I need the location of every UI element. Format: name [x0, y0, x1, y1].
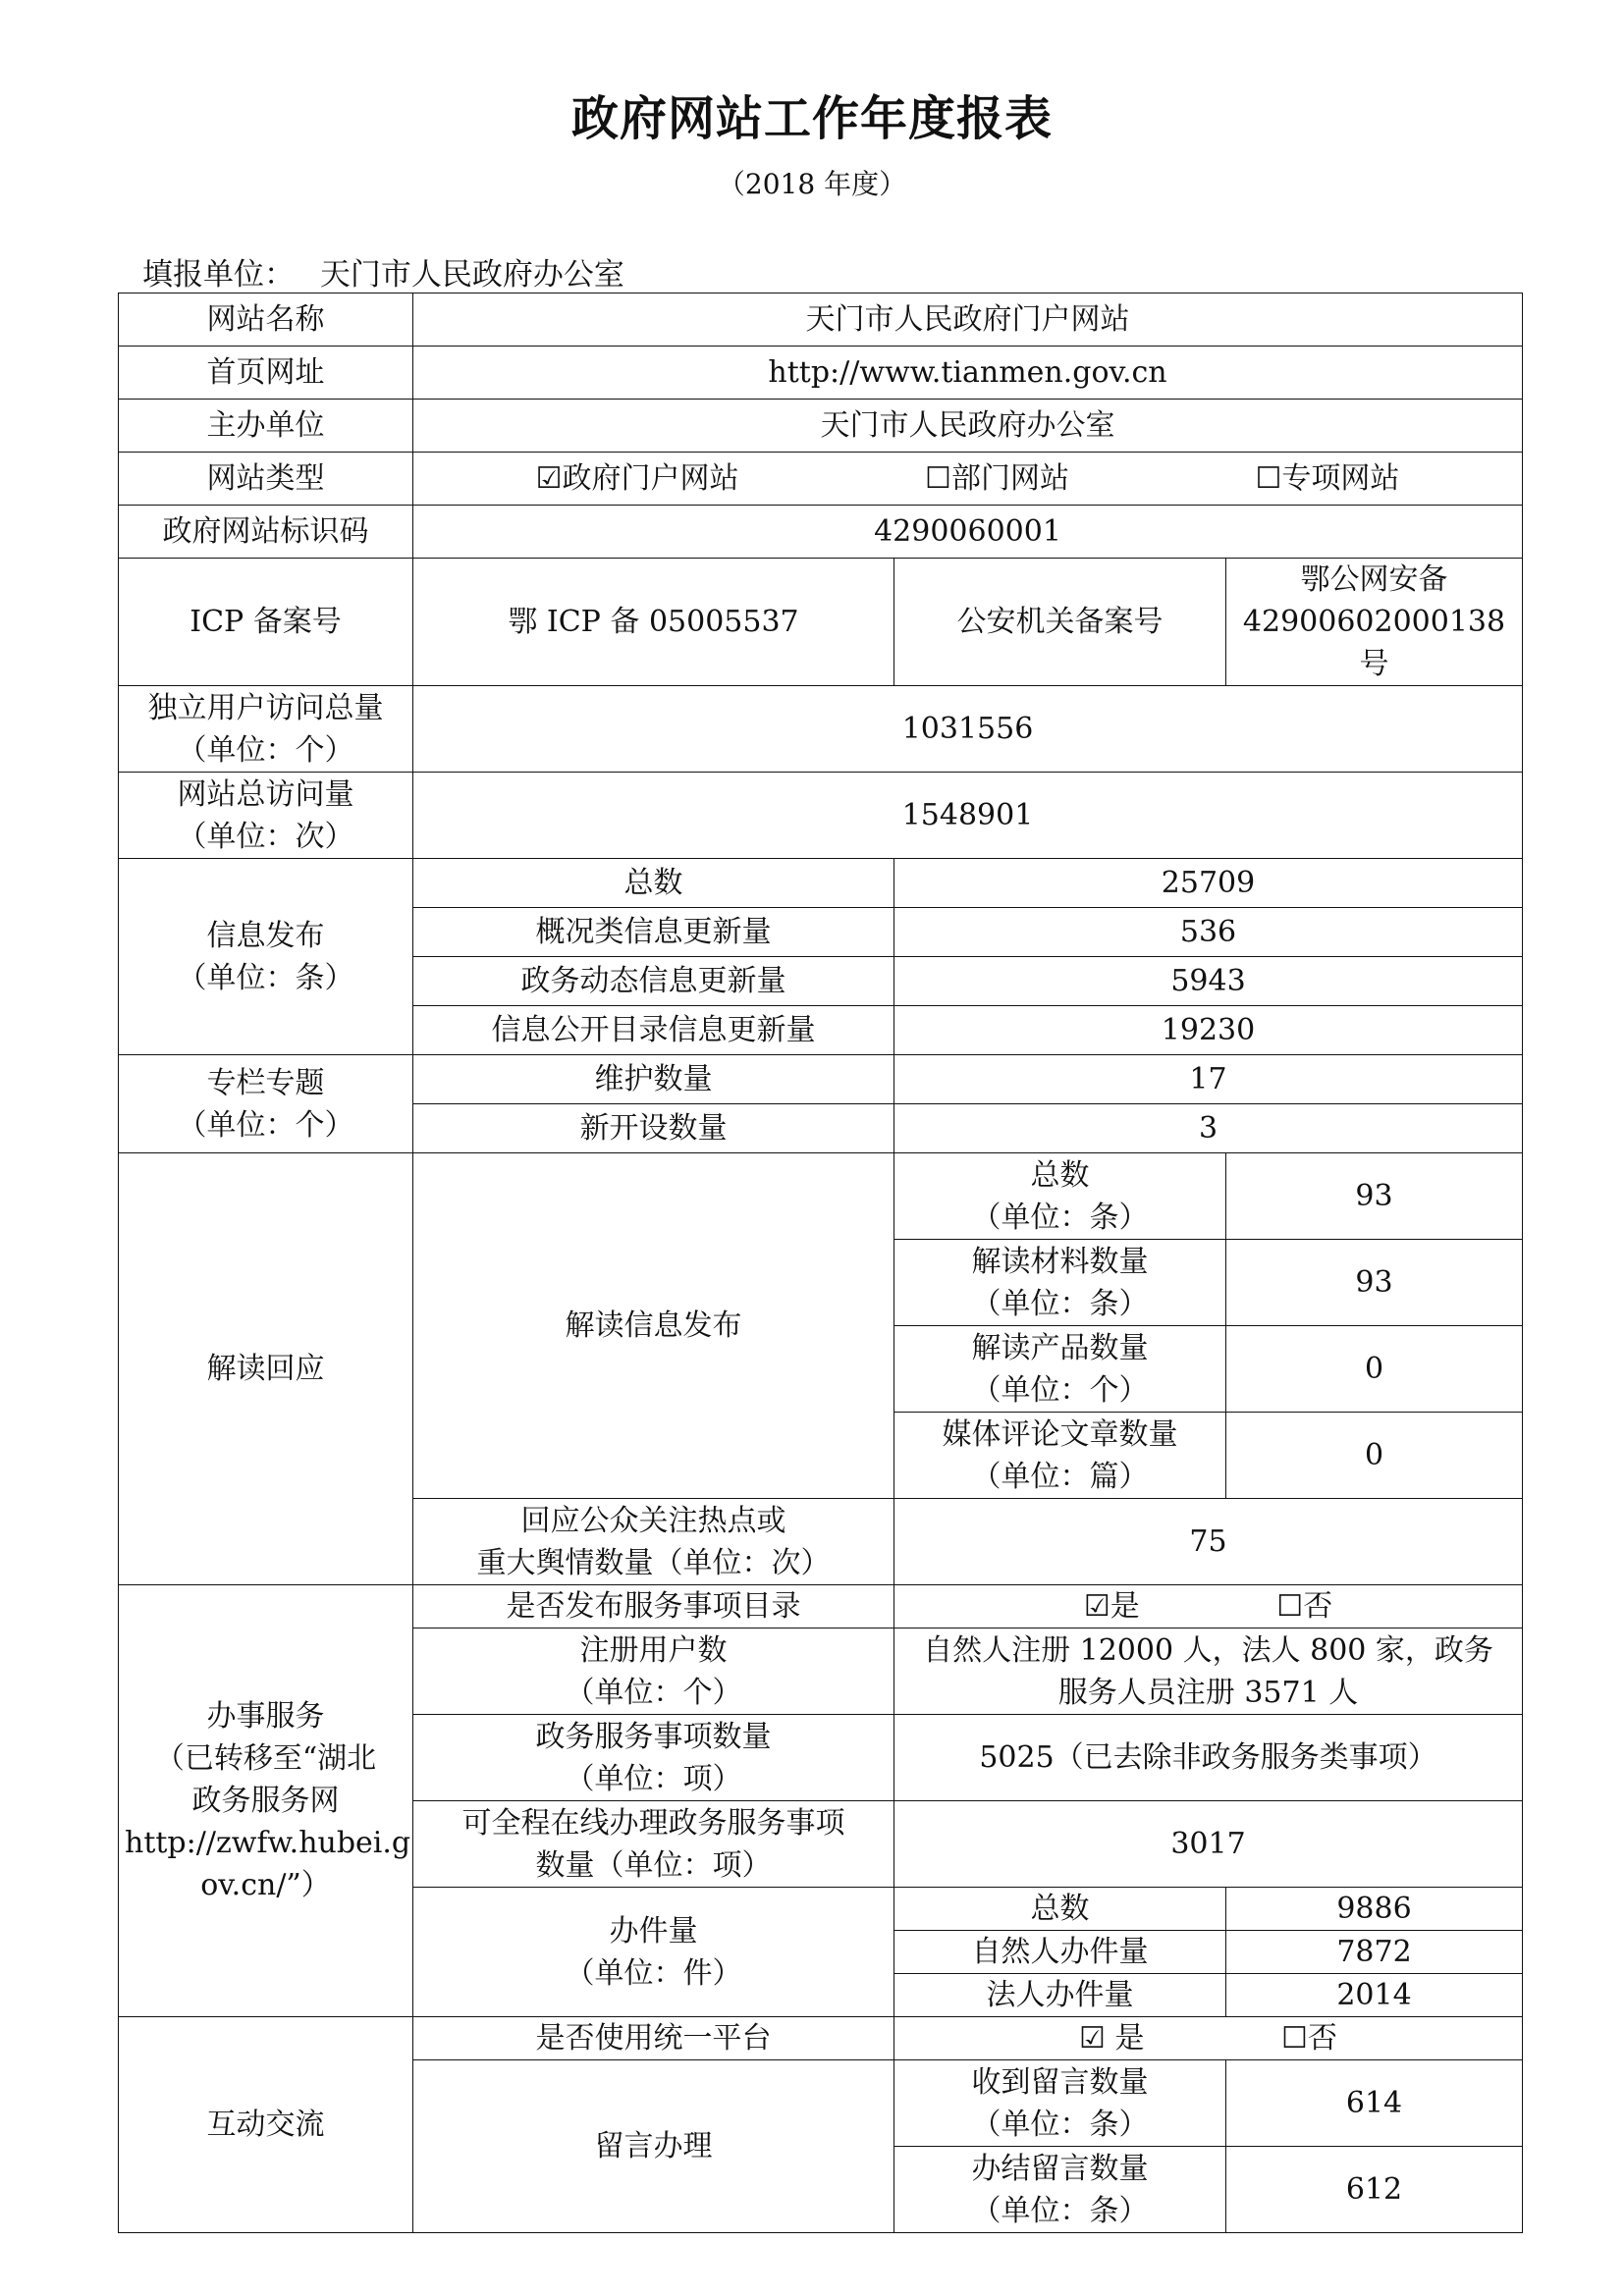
- interpret-products-label-line-2: （单位：个）: [971, 1372, 1149, 1408]
- interpret-media-label-line-1: 媒体评论文章数量: [942, 1416, 1178, 1452]
- catalog-yes: 是: [1110, 1589, 1140, 1624]
- interpret-products-label-line-1: 解读产品数量: [971, 1330, 1149, 1365]
- platform-label: 是否使用统一平台: [413, 2017, 894, 2060]
- pv-label-line-1: 网站总访问量: [177, 776, 354, 812]
- info-overview-label: 概况类信息更新量: [413, 908, 894, 957]
- pv-value: 1548901: [413, 773, 1523, 859]
- checkbox-checked-icon: ☑: [1083, 1589, 1110, 1624]
- service-online-value: 3017: [894, 1801, 1523, 1888]
- report-title: 政府网站工作年度报表: [570, 91, 1053, 146]
- row-site-type: [119, 453, 1523, 506]
- site-name-value: 天门市人民政府门户网站: [413, 294, 1523, 347]
- info-pub-label-line-2: （单位：条）: [177, 960, 354, 995]
- interpret-materials-label-line-1: 解读材料数量: [971, 1244, 1149, 1279]
- pv-label-line-2: （单位：次）: [177, 819, 354, 854]
- service-online-label-line-1: 可全程在线办理政务服务事项: [461, 1805, 845, 1841]
- interpret-total-value: 93: [1226, 1153, 1523, 1240]
- site-code-label: 政府网站标识码: [119, 506, 413, 559]
- msg-received-label-line-2: （单位：条）: [971, 2107, 1149, 2142]
- info-news-value: 5943: [894, 957, 1523, 1006]
- cases-person-label: 自然人办件量: [894, 1931, 1226, 1974]
- cases-legal-value: 2014: [1226, 1974, 1523, 2017]
- service-items-label-line-2: （单位：项）: [565, 1761, 742, 1796]
- interpret-total-label: [894, 1153, 1226, 1240]
- interpret-media-value: 0: [1226, 1413, 1523, 1499]
- cases-legal-label: 法人办件量: [894, 1974, 1226, 2017]
- interpret-materials-label-line-2: （单位：条）: [971, 1286, 1149, 1321]
- interpret-materials-value: 93: [1226, 1240, 1523, 1326]
- checkbox-unchecked-icon: ☐: [1276, 1589, 1304, 1624]
- police-value-line-2: 42900602000138: [1242, 605, 1506, 639]
- service-items-label: [413, 1715, 894, 1801]
- site-type-options: [413, 453, 1523, 506]
- home-url-value: http://www.tianmen.gov.cn: [413, 347, 1523, 400]
- service-users-label-line-1: 注册用户数: [579, 1632, 728, 1668]
- filler-line: [142, 249, 624, 294]
- cases-person-value: 7872: [1226, 1931, 1523, 1974]
- uv-label-line-2: （单位：个）: [177, 732, 354, 768]
- msg-received-value: 614: [1226, 2060, 1523, 2147]
- option-department: 部门网站: [950, 461, 1069, 496]
- info-catalog-label: 信息公开目录信息更新量: [413, 1006, 894, 1055]
- msg-label: 留言办理: [413, 2060, 894, 2233]
- service-label-line-4: http://zwfw.hubei.g: [125, 1826, 411, 1860]
- platform-no: 否: [1307, 2021, 1337, 2056]
- police-label: 公安机关备案号: [894, 559, 1226, 686]
- interpret-total-label-line-2: （单位：条）: [971, 1200, 1149, 1235]
- row-home-url: [119, 347, 1523, 400]
- row-interpret-total: [119, 1153, 1523, 1240]
- columns-new-value: 3: [894, 1104, 1523, 1153]
- service-online-label: [413, 1801, 894, 1888]
- interpret-products-value: 0: [1226, 1326, 1523, 1413]
- checkbox-unchecked-icon: ☐: [1281, 2021, 1308, 2056]
- police-value-line-1: 鄂公网安备: [1300, 562, 1448, 597]
- cases-label-line-1: 办件量: [609, 1913, 698, 1949]
- msg-done-value: 612: [1226, 2147, 1523, 2233]
- response-label: [413, 1499, 894, 1585]
- row-pv: [119, 773, 1523, 859]
- interpret-label: 解读回应: [119, 1153, 413, 1585]
- cases-label: [413, 1888, 894, 2017]
- service-items-value: 5025（已去除非政务服务类事项）: [894, 1715, 1523, 1801]
- police-value-line-3: 号: [1359, 647, 1389, 681]
- site-code-value: 4290060001: [413, 506, 1523, 559]
- interaction-label: 互动交流: [119, 2017, 413, 2233]
- interpret-sub-label: 解读信息发布: [413, 1153, 894, 1499]
- checkbox-checked-icon: ☑: [535, 461, 563, 496]
- icp-value: 鄂 ICP 备 05005537: [413, 559, 894, 686]
- sponsor-label: 主办单位: [119, 400, 413, 453]
- columns-maintained-value: 17: [894, 1055, 1523, 1104]
- row-platform: [119, 2017, 1523, 2060]
- info-news-label: 政务动态信息更新量: [413, 957, 894, 1006]
- service-label-line-1: 办事服务: [206, 1699, 325, 1734]
- checkbox-unchecked-icon: ☐: [925, 461, 951, 496]
- columns-maintained-label: 维护数量: [413, 1055, 894, 1104]
- checkbox-checked-icon: ☑: [1079, 2021, 1106, 2056]
- info-pub-label: [119, 859, 413, 1055]
- info-total-label: 总数: [413, 859, 894, 908]
- service-label-line-5: ov.cn/”）: [200, 1868, 331, 1902]
- columns-new-label: 新开设数量: [413, 1104, 894, 1153]
- service-catalog-options: [894, 1585, 1523, 1629]
- service-label: [119, 1585, 413, 2017]
- row-sponsor: [119, 400, 1523, 453]
- icp-label: ICP 备案号: [119, 559, 413, 686]
- sponsor-value: 天门市人民政府办公室: [413, 400, 1523, 453]
- row-site-code: [119, 506, 1523, 559]
- row-uv: [119, 686, 1523, 773]
- columns-label-line-1: 专栏专题: [206, 1065, 325, 1100]
- platform-options: [894, 2017, 1523, 2060]
- service-label-line-2: （已转移至“湖北: [154, 1741, 377, 1776]
- info-overview-value: 536: [894, 908, 1523, 957]
- uv-value: 1031556: [413, 686, 1523, 773]
- catalog-no: 否: [1303, 1589, 1333, 1624]
- report-year: （2018 年度）: [717, 168, 907, 200]
- msg-done-label-line-2: （单位：条）: [971, 2193, 1149, 2228]
- response-value: 75: [894, 1499, 1523, 1585]
- site-name-label: 网站名称: [119, 294, 413, 347]
- cases-total-label: 总数: [894, 1888, 1226, 1931]
- report-table: [118, 293, 1523, 2233]
- option-special: 专项网站: [1281, 461, 1400, 496]
- filler-value: 天门市人民政府办公室: [319, 257, 624, 293]
- cases-total-value: 9886: [1226, 1888, 1523, 1931]
- checkbox-unchecked-icon: ☐: [1255, 461, 1282, 496]
- home-url-label: 首页网址: [119, 347, 413, 400]
- info-pub-label-line-1: 信息发布: [206, 918, 325, 953]
- row-site-name: [119, 294, 1523, 347]
- interpret-products-label: [894, 1326, 1226, 1413]
- info-total-value: 25709: [894, 859, 1523, 908]
- uv-label: [119, 686, 413, 773]
- info-catalog-value: 19230: [894, 1006, 1523, 1055]
- interpret-media-label-line-2: （单位：篇）: [971, 1459, 1149, 1494]
- platform-yes: 是: [1105, 2021, 1145, 2056]
- response-label-line-2: 重大舆情数量（单位：次）: [476, 1545, 831, 1580]
- row-service-catalog: [119, 1585, 1523, 1629]
- response-label-line-1: 回应公众关注热点或: [520, 1503, 786, 1538]
- columns-label: [119, 1055, 413, 1153]
- service-catalog-label: 是否发布服务事项目录: [413, 1585, 894, 1629]
- police-value: [1226, 559, 1523, 686]
- msg-done-label-line-1: 办结留言数量: [971, 2151, 1149, 2186]
- uv-label-line-1: 独立用户访问总量: [147, 690, 384, 725]
- cases-label-line-2: （单位：件）: [565, 1955, 742, 1991]
- option-portal: 政府门户网站: [562, 461, 739, 496]
- row-info-total: [119, 859, 1523, 908]
- interpret-media-label: [894, 1413, 1226, 1499]
- msg-done-label: [894, 2147, 1226, 2233]
- site-type-label: 网站类型: [119, 453, 413, 506]
- msg-received-label: [894, 2060, 1226, 2147]
- service-users-value: [894, 1629, 1523, 1715]
- columns-label-line-2: （单位：个）: [177, 1107, 354, 1143]
- service-items-label-line-1: 政务服务事项数量: [535, 1719, 772, 1754]
- interpret-materials-label: [894, 1240, 1226, 1326]
- filler-label: 填报单位：: [142, 257, 295, 293]
- msg-received-label-line-1: 收到留言数量: [971, 2064, 1149, 2100]
- service-label-line-3: 政务服务网: [191, 1784, 340, 1818]
- service-users-label: [413, 1629, 894, 1715]
- service-online-label-line-2: 数量（单位：项）: [535, 1847, 772, 1883]
- service-users-value-line-2: 服务人员注册 3571 人: [1057, 1675, 1359, 1710]
- service-users-label-line-2: （单位：个）: [565, 1675, 742, 1710]
- row-icp: [119, 559, 1523, 686]
- row-columns-maintained: [119, 1055, 1523, 1104]
- pv-label: [119, 773, 413, 859]
- service-users-value-line-1: 自然人注册 12000 人，法人 800 家，政务: [923, 1632, 1493, 1668]
- interpret-total-label-line-1: 总数: [1030, 1157, 1090, 1193]
